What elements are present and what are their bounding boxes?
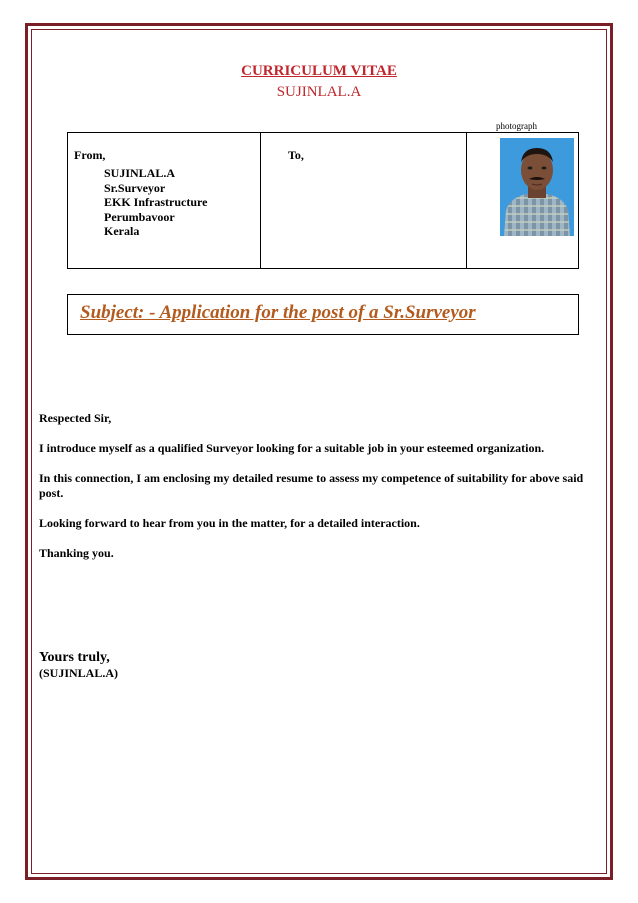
signature: (SUJINLAL.A) — [39, 666, 119, 680]
letter-paragraph: Thanking you. — [39, 546, 114, 560]
column-divider — [260, 133, 261, 268]
subject-line: Subject: - Application for the post of a Sr.Surveyor — [80, 302, 476, 323]
to-label: To, — [288, 148, 304, 162]
photo-caption: photograph — [496, 121, 537, 131]
from-line: Sr.Surveyor — [104, 180, 166, 195]
from-line: Perumbavoor — [104, 209, 175, 224]
column-divider — [466, 133, 467, 268]
closing: Yours truly, — [39, 650, 110, 665]
page-title: CURRICULUM VITAE — [241, 63, 397, 79]
letter-paragraph: Looking forward to hear from you in the matter, for a detailed interaction. — [39, 516, 420, 530]
candidate-photograph — [500, 138, 574, 236]
from-address — [104, 166, 207, 239]
letter-paragraph: In this connection, I am enclosing my detailed resume to assess my competence of suitability for above said post. — [39, 471, 584, 500]
letter-paragraph: I introduce myself as a qualified Surveyor looking for a suitable job in your esteemed organization. — [39, 441, 545, 455]
salutation: Respected Sir, — [39, 411, 112, 425]
from-line: Kerala — [104, 224, 140, 238]
from-line: EKK Infrastructure — [104, 195, 208, 209]
address-table — [67, 132, 579, 269]
subject-box — [67, 294, 579, 335]
candidate-name: SUJINLAL.A — [276, 84, 362, 100]
from-line: SUJINLAL.A — [104, 166, 176, 180]
from-label: From, — [74, 148, 106, 162]
